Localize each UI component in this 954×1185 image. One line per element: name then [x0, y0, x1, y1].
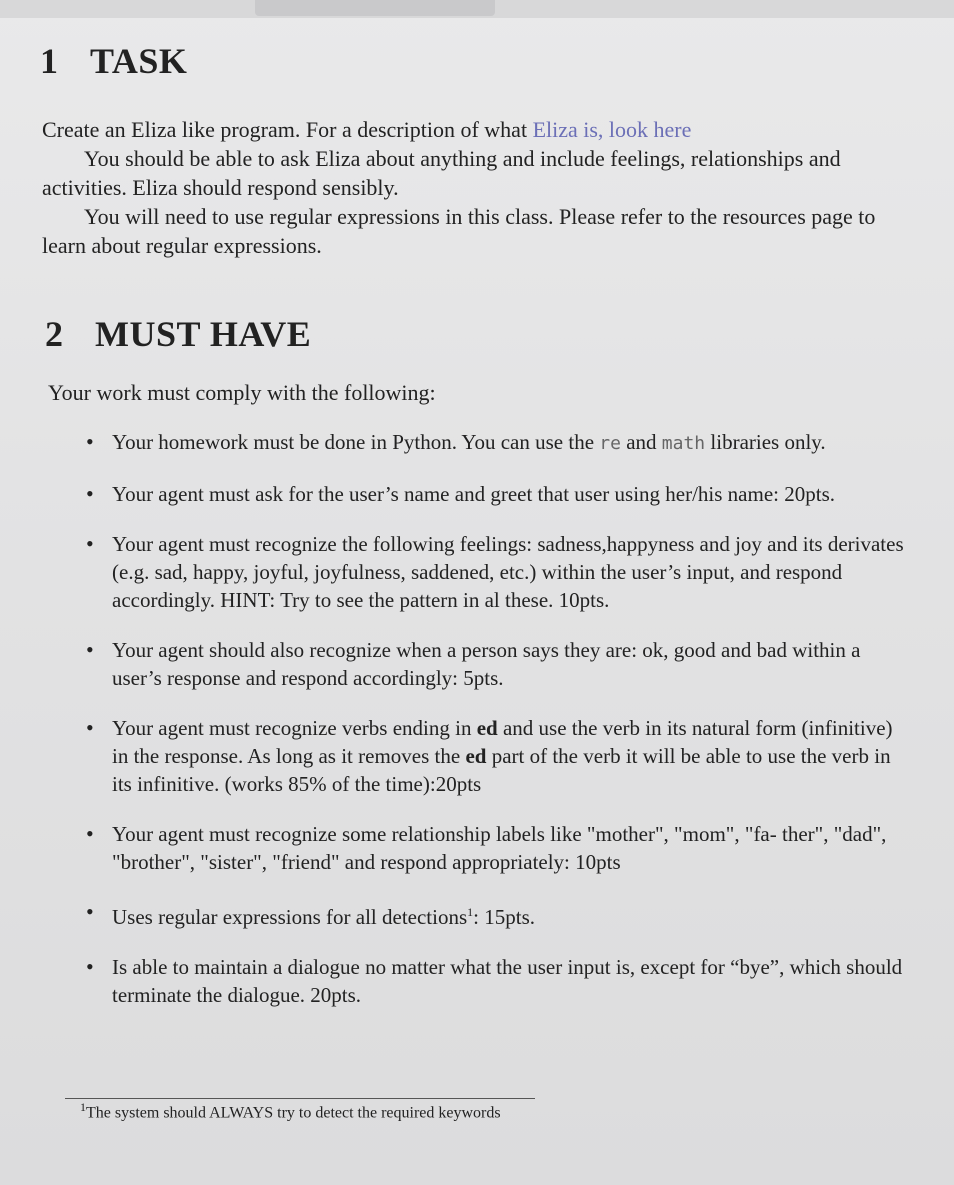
- list-item: [82, 820, 912, 876]
- task-description: [42, 115, 912, 260]
- list-item: [82, 636, 912, 692]
- bold-ed: ed: [476, 716, 498, 740]
- bullet-icon: •: [86, 429, 94, 454]
- list-item: [82, 530, 912, 614]
- bullet-icon: •: [86, 481, 94, 506]
- item-text: Your agent must ask for the user’s name and greet that user using her/his name: 20pts.: [112, 482, 836, 506]
- footnote: [80, 1100, 501, 1122]
- item-text: Your agent must recognize some relationship labels like "mother", "mom", "fa- ther", "dad", "brother", "sister", "friend" and respond appropriately: 10pts: [112, 822, 887, 874]
- item-text: Your agent must recognize the following feelings: sadness,happyness and joy and its derivates (e.g. sad, happy, joyful, joyfulness, saddened, etc.) within the user’s input, and respond accordingly. HINT: Try to see the pattern in al these. 10pts.: [112, 532, 904, 612]
- section-heading-task: [40, 40, 187, 82]
- bullet-icon: •: [86, 531, 94, 556]
- bullet-icon: •: [86, 637, 94, 662]
- list-item: [82, 714, 912, 798]
- item-text: libraries only.: [705, 430, 826, 454]
- requirements-lead: Your work must comply with the following:: [48, 380, 436, 405]
- item-text: part of the verb it will be able to use the verb in its infinitive. (works 85% of the time):20pts: [112, 744, 891, 796]
- item-text: Your agent should also recognize when a person says they are: ok, good and bad within a user’s response and respond accordingly: 5pts.: [112, 638, 861, 690]
- item-text: Your homework must be done in Python. You can use the: [112, 430, 600, 454]
- list-item: [82, 480, 912, 508]
- footnote-divider: [65, 1098, 535, 1099]
- requirements-list: [82, 428, 912, 1031]
- code-math: math: [661, 433, 706, 454]
- item-text: and use the verb in its natural form (infinitive) in the response. As long as it removes the: [112, 716, 893, 768]
- browser-top-strip: [0, 0, 954, 18]
- item-text: Your agent must recognize verbs ending in: [112, 716, 477, 740]
- list-item: [82, 898, 912, 931]
- section-title: TASK: [90, 41, 188, 81]
- section-heading-must-have: [45, 313, 311, 355]
- browser-tab[interactable]: [255, 0, 495, 16]
- section-number: 1: [40, 41, 59, 81]
- bullet-icon: •: [86, 821, 94, 846]
- code-re: re: [599, 433, 621, 454]
- section-number: 2: [45, 314, 64, 354]
- footnote-number: 1: [80, 1100, 86, 1114]
- section-title: MUST HAVE: [95, 314, 312, 354]
- item-text: Uses regular expressions for all detections: [112, 905, 468, 929]
- item-text: Is able to maintain a dialogue no matter what the user input is, except for “bye”, which should terminate the dialogue. 20pts.: [112, 955, 903, 1007]
- footnote-mark[interactable]: 1: [467, 905, 474, 919]
- intro-paragraph: [42, 115, 912, 144]
- list-item: [82, 428, 912, 458]
- feelings-paragraph: You should be able to ask Eliza about anything and include feelings, relationships and activities. Eliza should respond sensibly.: [42, 146, 841, 200]
- bullet-icon: •: [86, 715, 94, 740]
- footnote-text: The system should ALWAYS try to detect the required keywords: [86, 1104, 501, 1122]
- list-item: [82, 953, 912, 1009]
- document-page: [0, 18, 954, 1185]
- item-text: : 15pts.: [473, 905, 535, 929]
- bullet-icon: •: [86, 899, 94, 924]
- regex-paragraph: You will need to use regular expressions in this class. Please refer to the resources page to learn about regular expressions.: [42, 204, 876, 258]
- bullet-icon: •: [86, 954, 94, 979]
- bold-ed: ed: [465, 744, 487, 768]
- intro-text: Create an Eliza like program. For a description of what: [42, 117, 533, 142]
- item-text: and: [620, 430, 662, 454]
- eliza-link[interactable]: Eliza is, look here: [532, 117, 692, 142]
